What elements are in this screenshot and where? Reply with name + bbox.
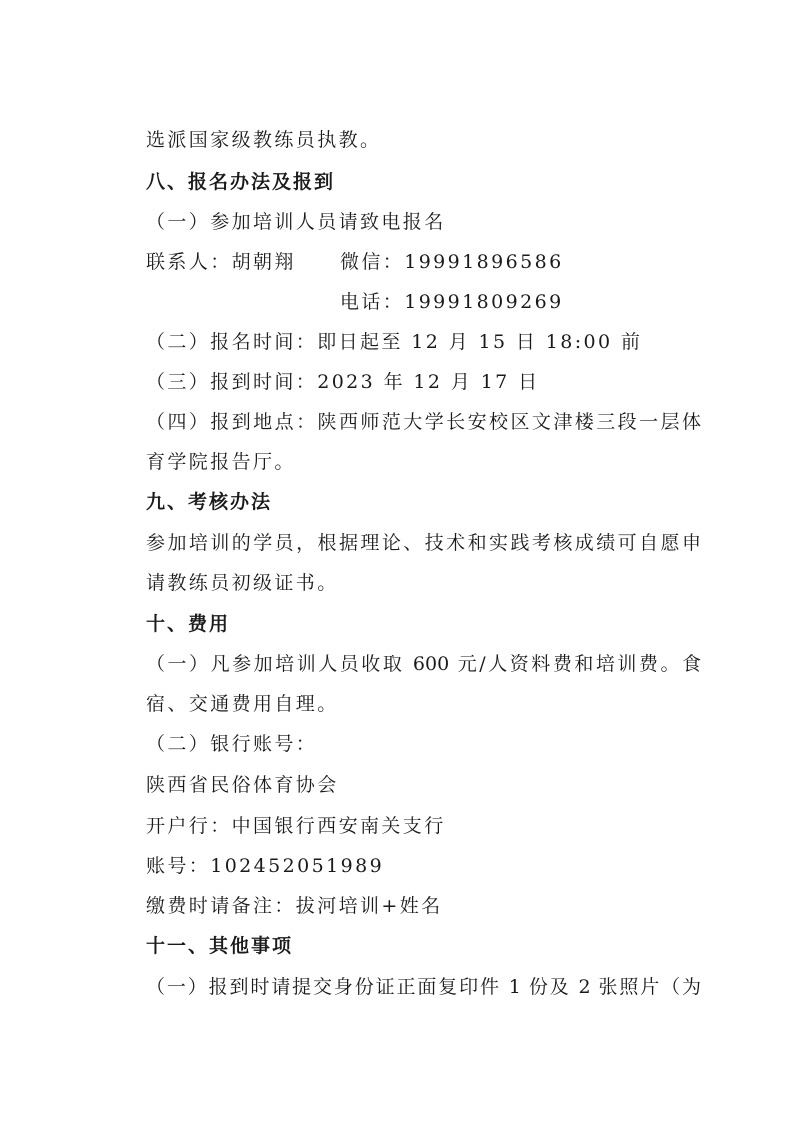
account-name: 陕西省民俗体育协会 <box>146 774 339 796</box>
payment-remark: 缴费时请备注：拔河培训+姓名 <box>146 895 443 917</box>
registration-item-1: （一）参加培训人员请致电报名 <box>146 211 446 233</box>
paragraph-line: 选派国家级教练员执教。 <box>146 129 382 151</box>
registration-item-4-line-1: （四）报到地点：陕西师范大学长安校区文津楼三段一层体 <box>146 411 701 433</box>
contact-phone: 电话：19991809269 <box>340 291 564 313</box>
contact-person: 联系人：胡朝翔 <box>146 251 296 273</box>
bank-name: 开户行：中国银行西安南关支行 <box>146 815 446 837</box>
section-heading-registration: 八、报名办法及报到 <box>146 171 336 193</box>
registration-item-4-line-2: 育学院报告厅。 <box>146 451 296 473</box>
registration-item-2: （二）报名时间：即日起至 12 月 15 日 18:00 前 <box>146 331 643 353</box>
fee-item-1-line-2: 宿、交通费用自理。 <box>146 693 339 715</box>
account-number: 账号：102452051989 <box>146 855 385 877</box>
section-heading-assessment: 九、考核办法 <box>146 491 273 513</box>
other-item-1-line-1: （一）报到时请提交身份证正面复印件 1 份及 2 张照片（为 <box>146 976 701 998</box>
assessment-line-2: 请教练员初级证书。 <box>146 572 339 594</box>
contact-wechat: 微信：19991896586 <box>340 251 564 273</box>
registration-item-3: （三）报到时间：2023 年 12 月 17 日 <box>146 371 540 393</box>
assessment-line-1: 参加培训的学员，根据理论、技术和实践考核成绩可自愿申 <box>146 532 701 554</box>
fee-item-2: （二）银行账号： <box>146 733 318 755</box>
section-heading-other: 十一、其他事项 <box>146 935 294 957</box>
section-heading-fees: 十、费用 <box>146 613 231 635</box>
fee-item-1-line-1: （一）凡参加培训人员收取 600 元/人资料费和培训费。食 <box>146 653 701 675</box>
